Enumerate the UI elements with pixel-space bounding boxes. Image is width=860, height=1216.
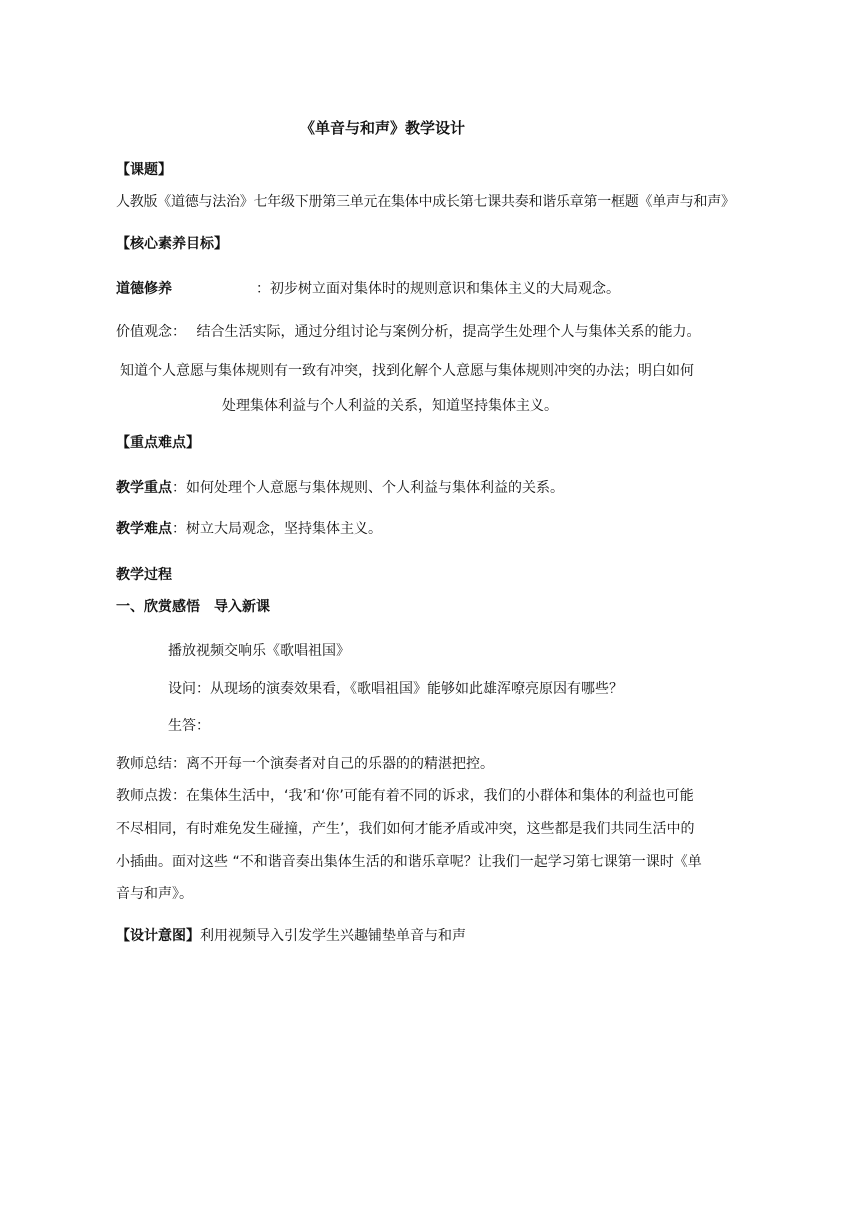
- topic-text: 人教版《道德与法治》七年级下册第三单元在集体中成长第七课共奏和谐乐章第一框题《单声与和声》: [116, 194, 735, 210]
- goal-extra-line1: 知道个人意愿与集体规则有一致有冲突，找到化解个人意愿与集体规则冲突的办法；明白如何: [120, 363, 694, 379]
- goal-moral-label: 道德修养: [116, 281, 172, 297]
- teacher-hint-line2: 不尽相同，有时难免发生碰撞，产生’，我们如何才能矛盾或冲突，这些都是我们共同生活中的: [116, 821, 695, 837]
- section1-heading: 一、欣赏感悟 导入新课: [116, 599, 270, 615]
- key-point-label: 教学重点: [116, 480, 172, 496]
- goal-value: [116, 322, 700, 342]
- goal-value-label: 价值观念：: [116, 324, 186, 340]
- design-intent: [116, 926, 466, 946]
- student-answer-text: 生答：: [168, 718, 210, 734]
- goals-heading: 【核心素养目标】: [116, 236, 228, 252]
- question-text: 设问：从现场的演奏效果看，《歌唱祖国》能够如此雄浑嘹亮原因有哪些？: [168, 681, 623, 697]
- difficult-point: [116, 519, 382, 539]
- page-title: 《单音与和声》教学设计: [300, 119, 466, 137]
- key-point: [116, 478, 564, 498]
- teacher-hint-line3: 小插曲。面对这些 “不和谐音奏出集体生活的和谐乐章呢？让我们一起学习第七课第一课时《单: [116, 854, 702, 870]
- process-heading: 教学过程: [116, 567, 172, 583]
- teacher-hint-line4: 音与和声》。: [116, 886, 193, 902]
- key-point-text: ：如何处理个人意愿与集体规则、个人利益与集体利益的关系。: [172, 480, 564, 496]
- goal-value-text: 结合生活实际，通过分组讨论与案例分析，提高学生处理个人与集体关系的能力。: [196, 324, 701, 340]
- design-label: 【设计意图】: [116, 928, 200, 944]
- topic-heading: 【课题】: [116, 162, 172, 178]
- teacher-hint-line1: 教师点拨：在集体生活中，‘我’和‘你’可能有着不同的诉求，我们的小群体和集体的利益也可能: [116, 788, 694, 804]
- key-heading: 【重点难点】: [116, 435, 200, 451]
- goal-extra-line2: 处理集体利益与个人利益的关系，知道坚持集体主义。: [222, 398, 558, 414]
- difficult-text: ：树立大局观念，坚持集体主义。: [172, 521, 382, 537]
- design-text: 利用视频导入引发学生兴趣铺垫单音与和声: [200, 928, 466, 944]
- play-video-text: 播放视频交响乐《歌唱祖国》: [168, 643, 350, 659]
- difficult-label: 教学难点: [116, 521, 172, 537]
- goal-moral-text: ：初步树立面对集体时的规则意识和集体主义的大局观念。: [256, 281, 620, 297]
- teacher-summary: 教师总结：离不开每一个演奏者对自己的乐器的的精湛把控。: [116, 756, 494, 772]
- goal-moral: [116, 279, 620, 299]
